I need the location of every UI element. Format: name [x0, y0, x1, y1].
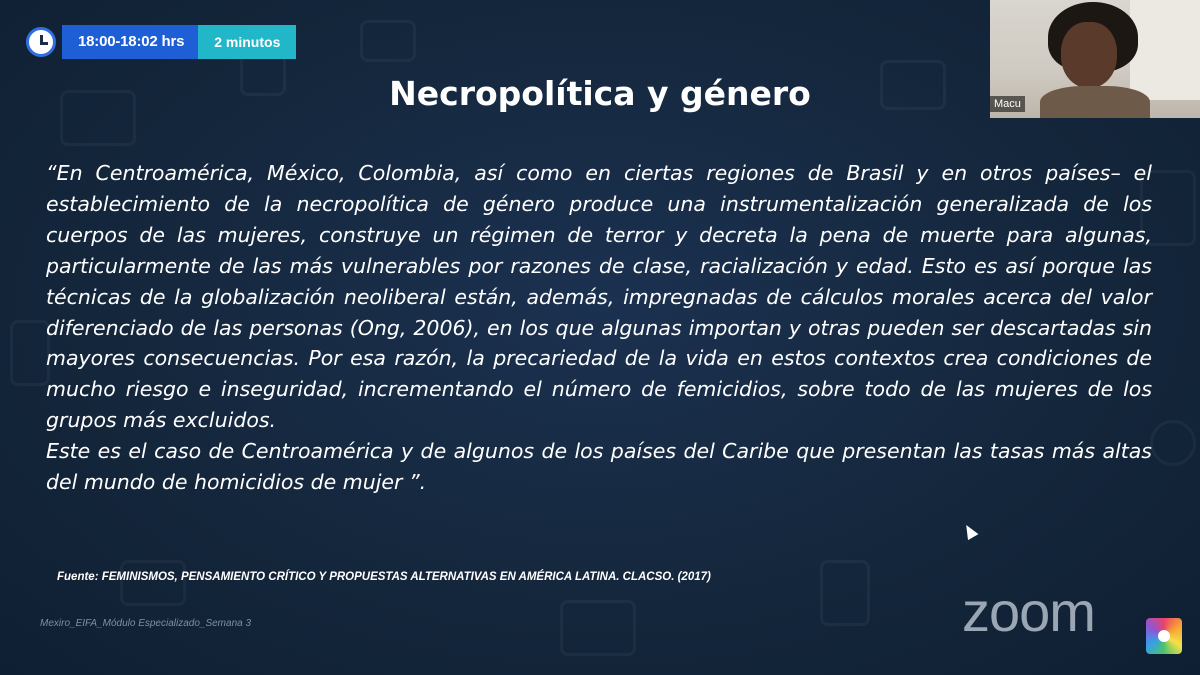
session-timer	[26, 25, 296, 59]
color-wheel-icon[interactable]	[1146, 618, 1182, 654]
quote-paragraph: Este es el caso de Centroamérica y de algunos de los países del Caribe que presentan las tasas más altas del mundo de homicidios de mujer ”.	[46, 439, 1152, 495]
source-citation: Fuente: FEMINISMOS, PENSAMIENTO CRÍTICO Y PROPUESTAS ALTERNATIVAS EN AMÉRICA LATINA. CLACSO. (2017)	[57, 571, 711, 583]
time-range-label: 18:00-18:02 hrs	[62, 25, 198, 59]
clock-icon	[26, 27, 56, 57]
quote-paragraph: “En Centroamérica, México, Colombia, así como en ciertas regiones de Brasil y en otros países– el establecimiento de la necropolítica de género produce una instrumentalización generalizada de los cuerpos de las mujeres, construye un régimen de terror y decreta la pena de muerte para algunas, particularmente de las más vulnerables por razones de clase, racialización y edad. Esto es así porque las técnicas de la globalización neoliberal están, además, impregnadas de cálculos morales acerca del valor diferenciado de las personas (Ong, 2006), en los que algunas importan y otras pueden ser descartadas sin mayores consecuencias. Por esa razón, la precariedad de la vida en estos contextos crea condiciones de mucho riesgo e inseguridad, incrementando el número de femicidios, sobre todo de las mujeres de los grupos más excluidos.	[46, 161, 1152, 433]
slide-quote	[46, 158, 1152, 498]
slide-title: Necropolítica y género	[389, 74, 811, 113]
zoom-logo: zoom	[962, 580, 1095, 643]
duration-label: 2 minutos	[198, 25, 296, 59]
participant-name-label: Macu	[990, 96, 1025, 112]
recording-file-name: Mexiro_EIFA_Módulo Especializado_Semana 3	[40, 618, 252, 629]
